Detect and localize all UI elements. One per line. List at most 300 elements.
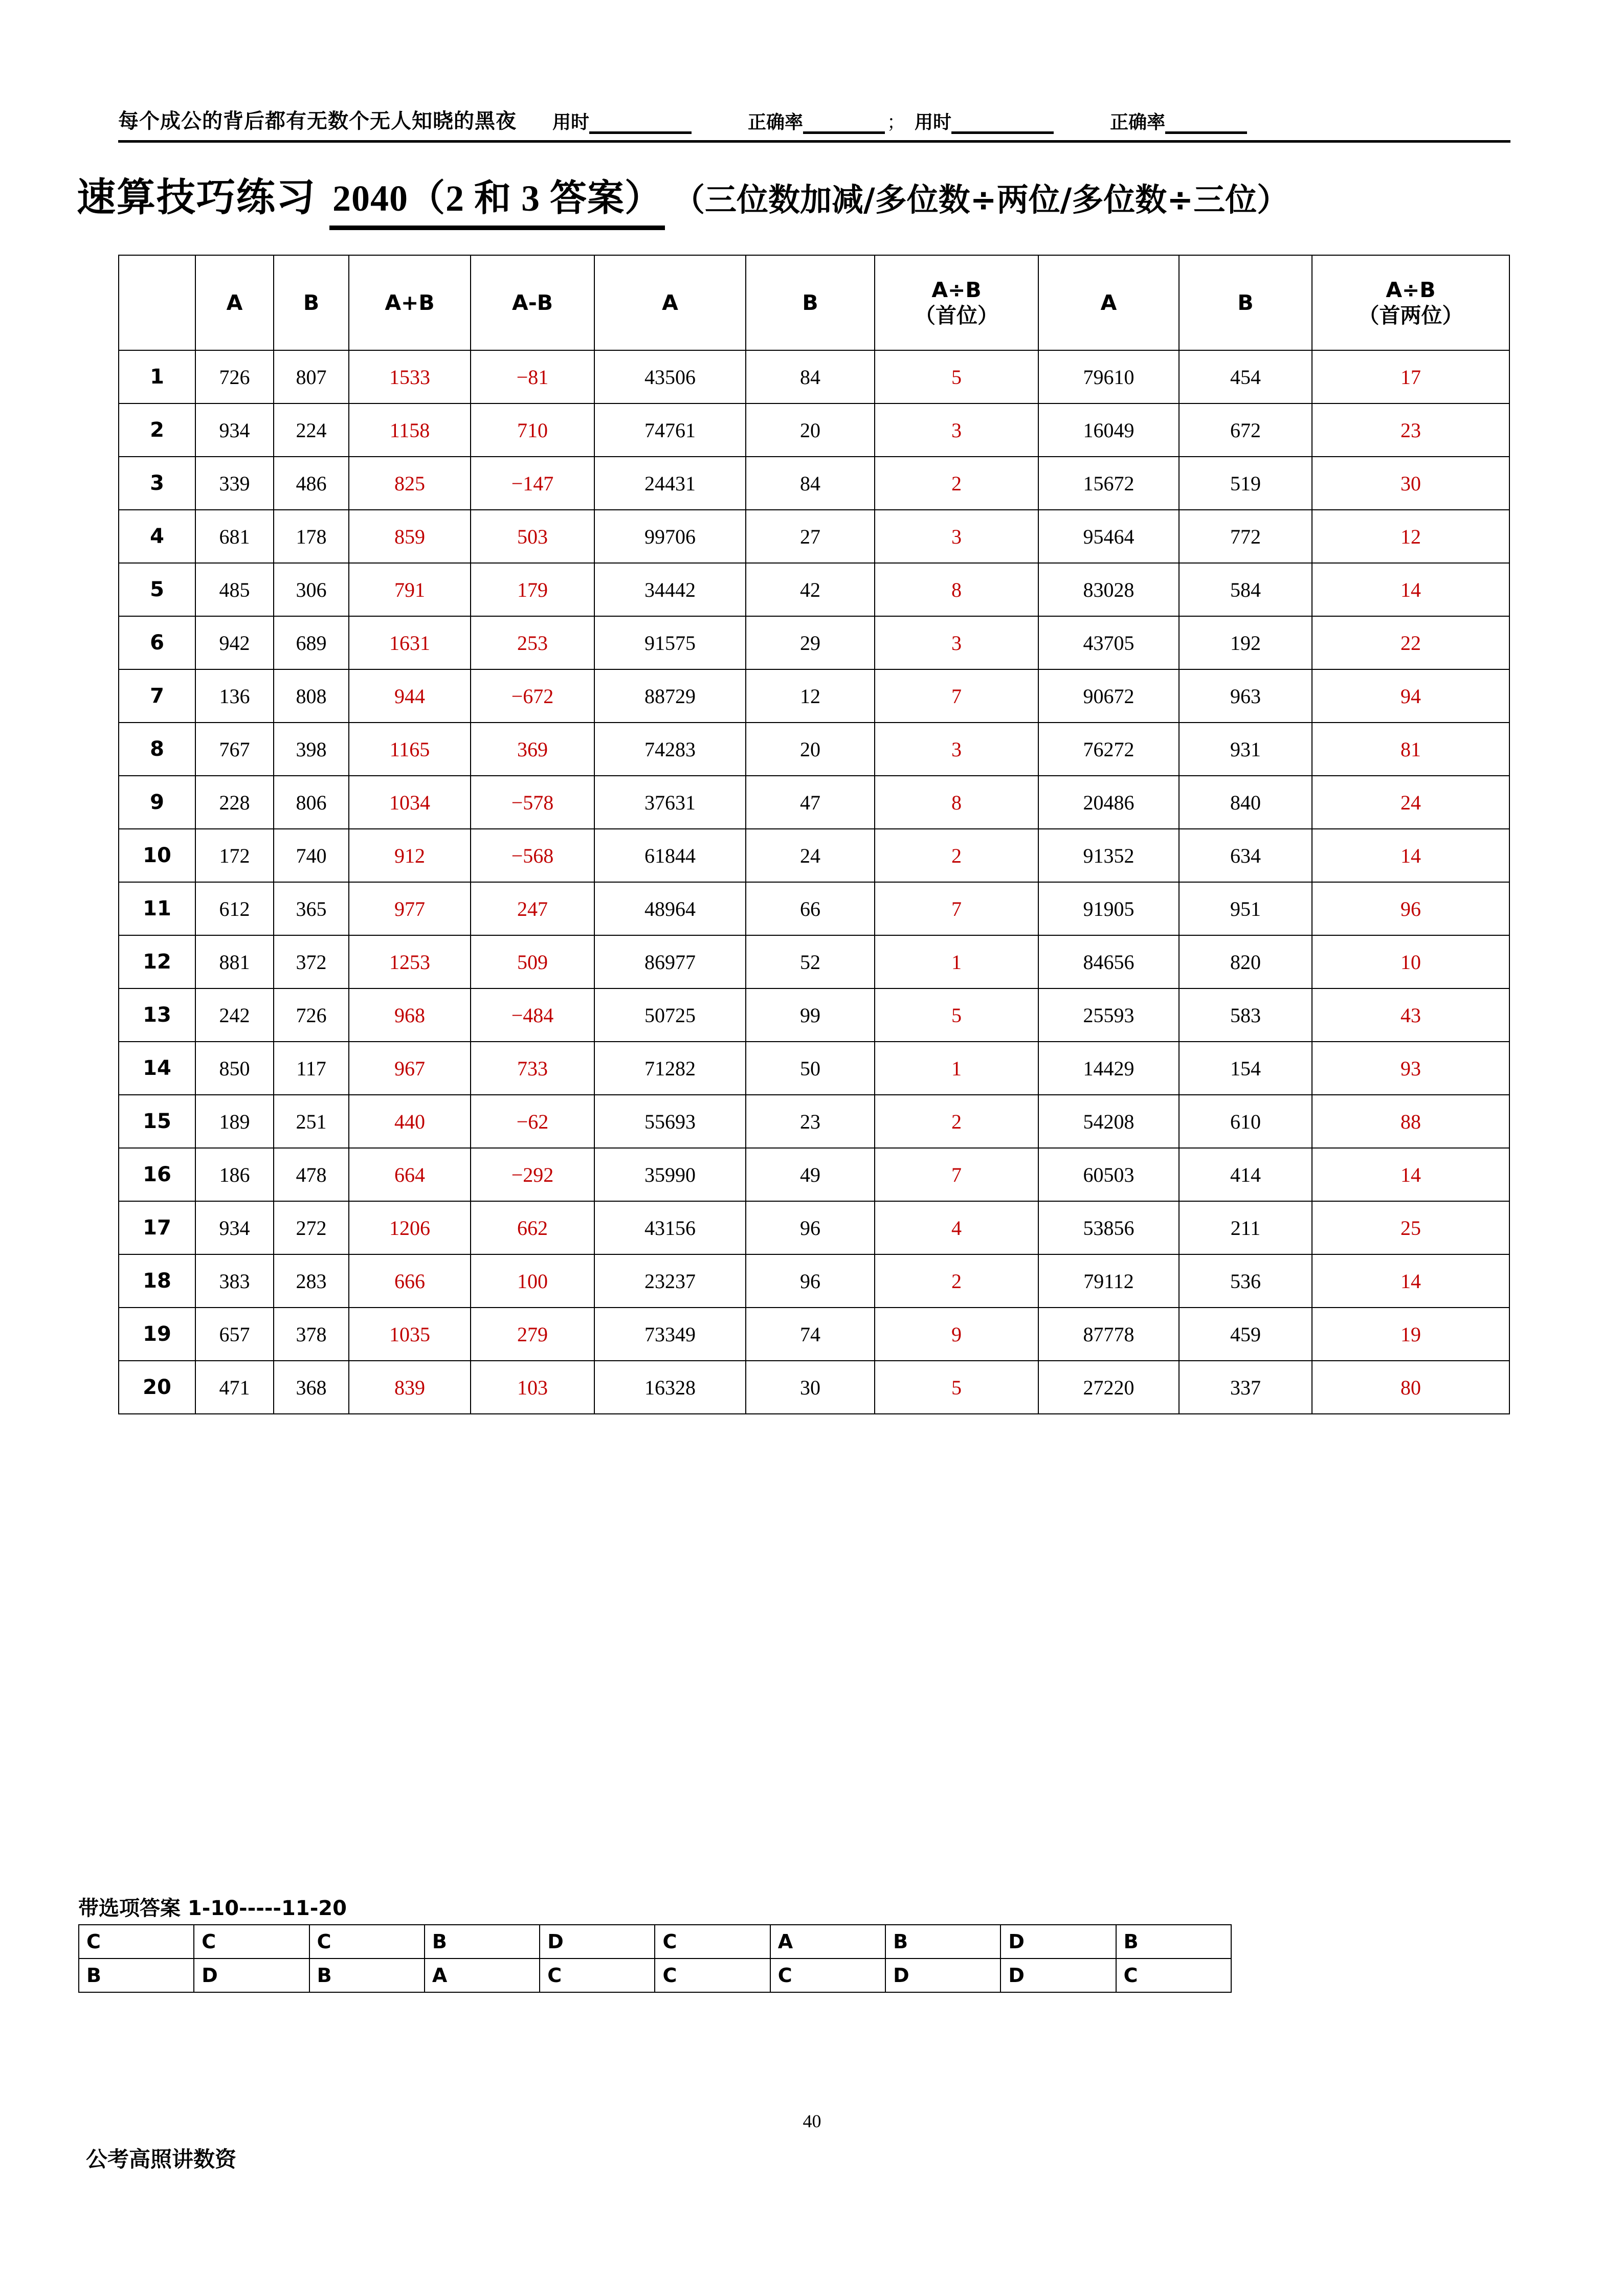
cell-quotient-first-two-digits-answer: 43 bbox=[1312, 988, 1509, 1042]
cell-a-dividend-3digit: 43705 bbox=[1038, 616, 1179, 669]
cell-b-divisor-2digit: 74 bbox=[746, 1308, 875, 1361]
cell-sum-answer: 1035 bbox=[349, 1308, 471, 1361]
option-answer-cell: C bbox=[79, 1925, 194, 1959]
row-index: 1 bbox=[119, 350, 195, 403]
cell-quotient-first-digit-answer: 8 bbox=[875, 776, 1038, 829]
cell-a-dividend-3digit: 53856 bbox=[1038, 1201, 1179, 1254]
cell-b-divisor-3digit: 454 bbox=[1179, 350, 1312, 403]
cell-b-addend: 378 bbox=[274, 1308, 349, 1361]
col-header-b1: B bbox=[274, 255, 349, 350]
row-index: 2 bbox=[119, 403, 195, 457]
cell-a-addend: 228 bbox=[195, 776, 274, 829]
option-answer-cell: A bbox=[425, 1959, 540, 1992]
cell-difference-answer: 279 bbox=[471, 1308, 594, 1361]
cell-quotient-first-digit-answer: 9 bbox=[875, 1308, 1038, 1361]
table-row bbox=[119, 350, 1509, 403]
cell-b-divisor-2digit: 96 bbox=[746, 1201, 875, 1254]
cell-quotient-first-digit-answer: 5 bbox=[875, 1361, 1038, 1414]
cell-sum-answer: 967 bbox=[349, 1042, 471, 1095]
cell-b-addend: 806 bbox=[274, 776, 349, 829]
cell-b-divisor-3digit: 192 bbox=[1179, 616, 1312, 669]
cell-difference-answer: 100 bbox=[471, 1254, 594, 1308]
cell-quotient-first-digit-answer: 5 bbox=[875, 350, 1038, 403]
cell-b-divisor-2digit: 20 bbox=[746, 723, 875, 776]
cell-quotient-first-digit-answer: 3 bbox=[875, 723, 1038, 776]
cell-a-dividend-3digit: 87778 bbox=[1038, 1308, 1179, 1361]
accuracy-label-1: 正确率 bbox=[748, 112, 804, 133]
accuracy-field-2 bbox=[1110, 108, 1247, 134]
cell-a-addend: 934 bbox=[195, 403, 274, 457]
cell-b-addend: 486 bbox=[274, 457, 349, 510]
cell-b-divisor-2digit: 24 bbox=[746, 829, 875, 882]
table-row bbox=[119, 616, 1509, 669]
cell-sum-answer: 944 bbox=[349, 669, 471, 723]
row-index: 16 bbox=[119, 1148, 195, 1201]
col-header-quotient-first-two-digits bbox=[1312, 255, 1509, 350]
cell-b-divisor-2digit: 96 bbox=[746, 1254, 875, 1308]
cell-a-addend: 136 bbox=[195, 669, 274, 723]
cell-b-addend: 283 bbox=[274, 1254, 349, 1308]
table-row bbox=[119, 457, 1509, 510]
cell-b-addend: 726 bbox=[274, 988, 349, 1042]
cell-a-dividend-3digit: 60503 bbox=[1038, 1148, 1179, 1201]
cell-b-divisor-3digit: 672 bbox=[1179, 403, 1312, 457]
row-index: 12 bbox=[119, 935, 195, 988]
row-index: 18 bbox=[119, 1254, 195, 1308]
cell-a-dividend-2digit: 73349 bbox=[594, 1308, 746, 1361]
cell-a-dividend-3digit: 16049 bbox=[1038, 403, 1179, 457]
table-row bbox=[119, 1308, 1509, 1361]
cell-b-addend: 117 bbox=[274, 1042, 349, 1095]
title-code: 2040（2 和 3 答案） bbox=[329, 168, 665, 230]
cell-sum-answer: 1631 bbox=[349, 616, 471, 669]
cell-quotient-first-digit-answer: 7 bbox=[875, 669, 1038, 723]
cell-b-divisor-2digit: 99 bbox=[746, 988, 875, 1042]
table-row bbox=[119, 1201, 1509, 1254]
cell-b-divisor-2digit: 27 bbox=[746, 510, 875, 563]
cell-b-addend: 740 bbox=[274, 829, 349, 882]
page-title bbox=[77, 166, 1288, 230]
cell-b-addend: 808 bbox=[274, 669, 349, 723]
row-index: 10 bbox=[119, 829, 195, 882]
cell-a-dividend-2digit: 99706 bbox=[594, 510, 746, 563]
cell-quotient-first-digit-answer: 3 bbox=[875, 403, 1038, 457]
cell-a-dividend-2digit: 55693 bbox=[594, 1095, 746, 1148]
cell-b-divisor-3digit: 459 bbox=[1179, 1308, 1312, 1361]
cell-b-addend: 372 bbox=[274, 935, 349, 988]
cell-a-dividend-2digit: 61844 bbox=[594, 829, 746, 882]
option-answer-cell: C bbox=[309, 1925, 425, 1959]
cell-quotient-first-two-digits-answer: 81 bbox=[1312, 723, 1509, 776]
cell-quotient-first-two-digits-answer: 94 bbox=[1312, 669, 1509, 723]
cell-a-dividend-2digit: 34442 bbox=[594, 563, 746, 616]
cell-b-divisor-3digit: 931 bbox=[1179, 723, 1312, 776]
cell-quotient-first-two-digits-answer: 12 bbox=[1312, 510, 1509, 563]
accuracy-label-2: 正确率 bbox=[1110, 112, 1166, 133]
cell-sum-answer: 912 bbox=[349, 829, 471, 882]
option-answer-cell: D bbox=[540, 1925, 655, 1959]
col-header-quotient-first-digit-line1: A÷B bbox=[931, 277, 982, 302]
cell-difference-answer: 247 bbox=[471, 882, 594, 935]
accuracy-field-1 bbox=[748, 108, 885, 134]
cell-sum-answer: 666 bbox=[349, 1254, 471, 1308]
cell-a-dividend-2digit: 43156 bbox=[594, 1201, 746, 1254]
cell-a-dividend-2digit: 16328 bbox=[594, 1361, 746, 1414]
accuracy-blank-2[interactable] bbox=[1165, 116, 1247, 134]
options-row bbox=[79, 1925, 1231, 1959]
cell-sum-answer: 440 bbox=[349, 1095, 471, 1148]
cell-b-divisor-3digit: 634 bbox=[1179, 829, 1312, 882]
cell-sum-answer: 1253 bbox=[349, 935, 471, 988]
col-header-a3: A bbox=[1038, 255, 1179, 350]
table-row bbox=[119, 776, 1509, 829]
cell-quotient-first-two-digits-answer: 30 bbox=[1312, 457, 1509, 510]
cell-quotient-first-two-digits-answer: 14 bbox=[1312, 1254, 1509, 1308]
cell-quotient-first-digit-answer: 2 bbox=[875, 457, 1038, 510]
table-row bbox=[119, 510, 1509, 563]
cell-a-addend: 850 bbox=[195, 1042, 274, 1095]
cell-difference-answer: 710 bbox=[471, 403, 594, 457]
table-row bbox=[119, 723, 1509, 776]
cell-a-addend: 726 bbox=[195, 350, 274, 403]
cell-a-dividend-3digit: 79112 bbox=[1038, 1254, 1179, 1308]
header-motto: 每个成公的背后都有无数个无人知晓的黑夜 bbox=[118, 109, 517, 133]
cell-sum-answer: 1206 bbox=[349, 1201, 471, 1254]
cell-a-addend: 485 bbox=[195, 563, 274, 616]
cell-a-dividend-3digit: 91905 bbox=[1038, 882, 1179, 935]
cell-a-dividend-3digit: 14429 bbox=[1038, 1042, 1179, 1095]
cell-a-dividend-2digit: 43506 bbox=[594, 350, 746, 403]
cell-quotient-first-digit-answer: 1 bbox=[875, 935, 1038, 988]
cell-a-dividend-3digit: 91352 bbox=[1038, 829, 1179, 882]
option-answer-cell: B bbox=[79, 1959, 194, 1992]
cell-quotient-first-digit-answer: 2 bbox=[875, 1095, 1038, 1148]
cell-a-addend: 242 bbox=[195, 988, 274, 1042]
col-header-quotient-first-two-digits-line2: （首两位） bbox=[1358, 303, 1463, 328]
option-answer-cell: A bbox=[770, 1925, 885, 1959]
cell-a-dividend-2digit: 24431 bbox=[594, 457, 746, 510]
time-blank-1[interactable] bbox=[589, 116, 692, 134]
col-header-sum: A+B bbox=[349, 255, 471, 350]
table-row bbox=[119, 403, 1509, 457]
cell-b-addend: 365 bbox=[274, 882, 349, 935]
cell-difference-answer: 179 bbox=[471, 563, 594, 616]
row-index: 13 bbox=[119, 988, 195, 1042]
table-row bbox=[119, 1254, 1509, 1308]
cell-quotient-first-two-digits-answer: 24 bbox=[1312, 776, 1509, 829]
time-label-2: 用时 bbox=[915, 112, 952, 133]
cell-b-divisor-2digit: 30 bbox=[746, 1361, 875, 1414]
time-field-2 bbox=[915, 108, 1054, 134]
time-label-1: 用时 bbox=[552, 112, 590, 133]
cell-sum-answer: 977 bbox=[349, 882, 471, 935]
cell-a-dividend-2digit: 74761 bbox=[594, 403, 746, 457]
cell-b-divisor-2digit: 84 bbox=[746, 350, 875, 403]
row-index: 7 bbox=[119, 669, 195, 723]
option-answer-cell: D bbox=[1000, 1959, 1116, 1992]
options-answer-table bbox=[78, 1924, 1232, 1993]
cell-b-divisor-3digit: 610 bbox=[1179, 1095, 1312, 1148]
cell-b-divisor-3digit: 584 bbox=[1179, 563, 1312, 616]
cell-difference-answer: −292 bbox=[471, 1148, 594, 1201]
cell-quotient-first-two-digits-answer: 14 bbox=[1312, 1148, 1509, 1201]
cell-b-addend: 689 bbox=[274, 616, 349, 669]
option-answer-cell: B bbox=[1116, 1925, 1231, 1959]
options-caption: 带选项答案 1-10-----11-20 bbox=[78, 1897, 347, 1920]
option-answer-cell: D bbox=[194, 1959, 309, 1992]
option-answer-cell: C bbox=[655, 1959, 770, 1992]
option-answer-cell: D bbox=[885, 1959, 1000, 1992]
col-header-b2: B bbox=[746, 255, 875, 350]
cell-a-dividend-3digit: 20486 bbox=[1038, 776, 1179, 829]
cell-a-dividend-3digit: 76272 bbox=[1038, 723, 1179, 776]
cell-difference-answer: −62 bbox=[471, 1095, 594, 1148]
col-header-quotient-first-digit bbox=[875, 255, 1038, 350]
cell-sum-answer: 968 bbox=[349, 988, 471, 1042]
cell-quotient-first-digit-answer: 7 bbox=[875, 1148, 1038, 1201]
cell-a-dividend-3digit: 54208 bbox=[1038, 1095, 1179, 1148]
cell-b-divisor-3digit: 211 bbox=[1179, 1201, 1312, 1254]
cell-a-dividend-2digit: 48964 bbox=[594, 882, 746, 935]
cell-a-addend: 881 bbox=[195, 935, 274, 988]
cell-b-addend: 224 bbox=[274, 403, 349, 457]
cell-b-divisor-2digit: 12 bbox=[746, 669, 875, 723]
options-answer-body bbox=[79, 1925, 1231, 1992]
cell-b-divisor-3digit: 536 bbox=[1179, 1254, 1312, 1308]
cell-a-dividend-3digit: 27220 bbox=[1038, 1361, 1179, 1414]
cell-difference-answer: 369 bbox=[471, 723, 594, 776]
cell-b-divisor-3digit: 951 bbox=[1179, 882, 1312, 935]
row-index: 15 bbox=[119, 1095, 195, 1148]
cell-b-divisor-2digit: 23 bbox=[746, 1095, 875, 1148]
cell-a-dividend-2digit: 50725 bbox=[594, 988, 746, 1042]
cell-b-divisor-2digit: 49 bbox=[746, 1148, 875, 1201]
cell-a-addend: 339 bbox=[195, 457, 274, 510]
table-row bbox=[119, 1095, 1509, 1148]
col-header-a2: A bbox=[594, 255, 746, 350]
cell-sum-answer: 1165 bbox=[349, 723, 471, 776]
table-row bbox=[119, 988, 1509, 1042]
cell-sum-answer: 791 bbox=[349, 563, 471, 616]
cell-sum-answer: 664 bbox=[349, 1148, 471, 1201]
cell-b-addend: 178 bbox=[274, 510, 349, 563]
col-header-diff: A-B bbox=[471, 255, 594, 350]
cell-difference-answer: −568 bbox=[471, 829, 594, 882]
cell-b-divisor-3digit: 154 bbox=[1179, 1042, 1312, 1095]
cell-b-addend: 272 bbox=[274, 1201, 349, 1254]
col-header-index bbox=[119, 255, 195, 350]
footer-brand: 公考高照讲数资 bbox=[86, 2147, 237, 2172]
time-blank-2[interactable] bbox=[951, 116, 1054, 134]
row-index: 19 bbox=[119, 1308, 195, 1361]
row-index: 14 bbox=[119, 1042, 195, 1095]
cell-difference-answer: 253 bbox=[471, 616, 594, 669]
row-index: 17 bbox=[119, 1201, 195, 1254]
cell-difference-answer: −578 bbox=[471, 776, 594, 829]
options-row bbox=[79, 1959, 1231, 1992]
cell-a-addend: 934 bbox=[195, 1201, 274, 1254]
cell-a-dividend-2digit: 71282 bbox=[594, 1042, 746, 1095]
cell-b-divisor-2digit: 84 bbox=[746, 457, 875, 510]
page-number: 40 bbox=[803, 2111, 821, 2131]
cell-b-divisor-3digit: 772 bbox=[1179, 510, 1312, 563]
cell-a-addend: 186 bbox=[195, 1148, 274, 1201]
cell-b-divisor-2digit: 42 bbox=[746, 563, 875, 616]
cell-a-addend: 767 bbox=[195, 723, 274, 776]
row-index: 9 bbox=[119, 776, 195, 829]
cell-sum-answer: 825 bbox=[349, 457, 471, 510]
cell-quotient-first-digit-answer: 2 bbox=[875, 829, 1038, 882]
cell-sum-answer: 839 bbox=[349, 1361, 471, 1414]
cell-a-dividend-2digit: 35990 bbox=[594, 1148, 746, 1201]
title-subtitle: （三位数加减/多位数÷两位/多位数÷三位） bbox=[673, 181, 1289, 218]
cell-a-addend: 942 bbox=[195, 616, 274, 669]
col-header-quotient-first-digit-line2: （首位） bbox=[915, 303, 998, 328]
cell-difference-answer: 733 bbox=[471, 1042, 594, 1095]
row-index: 5 bbox=[119, 563, 195, 616]
cell-quotient-first-two-digits-answer: 22 bbox=[1312, 616, 1509, 669]
cell-quotient-first-digit-answer: 3 bbox=[875, 616, 1038, 669]
cell-difference-answer: 662 bbox=[471, 1201, 594, 1254]
cell-b-addend: 807 bbox=[274, 350, 349, 403]
cell-quotient-first-digit-answer: 5 bbox=[875, 988, 1038, 1042]
cell-quotient-first-digit-answer: 3 bbox=[875, 510, 1038, 563]
row-index: 4 bbox=[119, 510, 195, 563]
option-answer-cell: B bbox=[885, 1925, 1000, 1959]
cell-b-divisor-2digit: 52 bbox=[746, 935, 875, 988]
cell-quotient-first-two-digits-answer: 19 bbox=[1312, 1308, 1509, 1361]
option-answer-cell: C bbox=[1116, 1959, 1231, 1992]
cell-a-dividend-3digit: 95464 bbox=[1038, 510, 1179, 563]
cell-a-dividend-3digit: 79610 bbox=[1038, 350, 1179, 403]
cell-quotient-first-two-digits-answer: 17 bbox=[1312, 350, 1509, 403]
cell-sum-answer: 1158 bbox=[349, 403, 471, 457]
table-row bbox=[119, 563, 1509, 616]
cell-a-dividend-3digit: 84656 bbox=[1038, 935, 1179, 988]
table-row bbox=[119, 935, 1509, 988]
cell-quotient-first-two-digits-answer: 23 bbox=[1312, 403, 1509, 457]
table-header-row bbox=[119, 255, 1509, 350]
col-header-quotient-first-two-digits-line1: A÷B bbox=[1386, 277, 1436, 302]
cell-a-addend: 657 bbox=[195, 1308, 274, 1361]
row-index: 3 bbox=[119, 457, 195, 510]
cell-a-dividend-3digit: 90672 bbox=[1038, 669, 1179, 723]
cell-a-dividend-2digit: 88729 bbox=[594, 669, 746, 723]
cell-b-divisor-3digit: 963 bbox=[1179, 669, 1312, 723]
option-answer-cell: D bbox=[1000, 1925, 1116, 1959]
cell-b-divisor-2digit: 50 bbox=[746, 1042, 875, 1095]
row-index: 11 bbox=[119, 882, 195, 935]
cell-a-dividend-3digit: 83028 bbox=[1038, 563, 1179, 616]
cell-difference-answer: −147 bbox=[471, 457, 594, 510]
table-row bbox=[119, 1148, 1509, 1201]
cell-b-divisor-3digit: 583 bbox=[1179, 988, 1312, 1042]
cell-b-divisor-3digit: 414 bbox=[1179, 1148, 1312, 1201]
cell-difference-answer: −484 bbox=[471, 988, 594, 1042]
header-separator: ； bbox=[887, 112, 906, 132]
col-header-b3: B bbox=[1179, 255, 1312, 350]
cell-a-addend: 172 bbox=[195, 829, 274, 882]
col-header-a1: A bbox=[195, 255, 274, 350]
cell-quotient-first-digit-answer: 1 bbox=[875, 1042, 1038, 1095]
cell-difference-answer: 103 bbox=[471, 1361, 594, 1414]
table-row bbox=[119, 669, 1509, 723]
cell-quotient-first-two-digits-answer: 88 bbox=[1312, 1095, 1509, 1148]
cell-a-addend: 189 bbox=[195, 1095, 274, 1148]
option-answer-cell: B bbox=[425, 1925, 540, 1959]
cell-b-divisor-2digit: 47 bbox=[746, 776, 875, 829]
cell-a-dividend-3digit: 25593 bbox=[1038, 988, 1179, 1042]
cell-quotient-first-two-digits-answer: 10 bbox=[1312, 935, 1509, 988]
cell-b-divisor-3digit: 840 bbox=[1179, 776, 1312, 829]
cell-b-addend: 478 bbox=[274, 1148, 349, 1201]
cell-difference-answer: 503 bbox=[471, 510, 594, 563]
table-row bbox=[119, 1361, 1509, 1414]
option-answer-cell: C bbox=[540, 1959, 655, 1992]
running-header bbox=[118, 105, 1510, 143]
cell-a-addend: 681 bbox=[195, 510, 274, 563]
cell-quotient-first-digit-answer: 4 bbox=[875, 1201, 1038, 1254]
table-row bbox=[119, 1042, 1509, 1095]
cell-sum-answer: 859 bbox=[349, 510, 471, 563]
cell-b-addend: 398 bbox=[274, 723, 349, 776]
accuracy-blank-1[interactable] bbox=[803, 116, 885, 134]
cell-a-dividend-2digit: 37631 bbox=[594, 776, 746, 829]
cell-quotient-first-two-digits-answer: 93 bbox=[1312, 1042, 1509, 1095]
cell-a-addend: 612 bbox=[195, 882, 274, 935]
cell-difference-answer: 509 bbox=[471, 935, 594, 988]
cell-a-dividend-2digit: 91575 bbox=[594, 616, 746, 669]
cell-sum-answer: 1533 bbox=[349, 350, 471, 403]
row-index: 6 bbox=[119, 616, 195, 669]
table-row bbox=[119, 882, 1509, 935]
cell-quotient-first-digit-answer: 8 bbox=[875, 563, 1038, 616]
option-answer-cell: C bbox=[770, 1959, 885, 1992]
row-index: 20 bbox=[119, 1361, 195, 1414]
cell-b-divisor-2digit: 29 bbox=[746, 616, 875, 669]
cell-quotient-first-two-digits-answer: 96 bbox=[1312, 882, 1509, 935]
option-answer-cell: C bbox=[194, 1925, 309, 1959]
cell-quotient-first-two-digits-answer: 80 bbox=[1312, 1361, 1509, 1414]
cell-b-divisor-3digit: 820 bbox=[1179, 935, 1312, 988]
calculation-table bbox=[118, 255, 1510, 1414]
cell-quotient-first-digit-answer: 2 bbox=[875, 1254, 1038, 1308]
cell-b-divisor-3digit: 519 bbox=[1179, 457, 1312, 510]
option-answer-cell: C bbox=[655, 1925, 770, 1959]
time-field-1 bbox=[552, 108, 692, 134]
option-answer-cell: B bbox=[309, 1959, 425, 1992]
cell-b-addend: 368 bbox=[274, 1361, 349, 1414]
row-index: 8 bbox=[119, 723, 195, 776]
cell-quotient-first-digit-answer: 7 bbox=[875, 882, 1038, 935]
cell-a-dividend-3digit: 15672 bbox=[1038, 457, 1179, 510]
table-row bbox=[119, 829, 1509, 882]
calculation-table-body bbox=[119, 350, 1509, 1414]
cell-difference-answer: −672 bbox=[471, 669, 594, 723]
cell-quotient-first-two-digits-answer: 14 bbox=[1312, 563, 1509, 616]
cell-a-addend: 383 bbox=[195, 1254, 274, 1308]
cell-sum-answer: 1034 bbox=[349, 776, 471, 829]
cell-b-divisor-2digit: 20 bbox=[746, 403, 875, 457]
cell-b-divisor-3digit: 337 bbox=[1179, 1361, 1312, 1414]
cell-a-dividend-2digit: 86977 bbox=[594, 935, 746, 988]
cell-difference-answer: −81 bbox=[471, 350, 594, 403]
cell-b-divisor-2digit: 66 bbox=[746, 882, 875, 935]
cell-b-addend: 251 bbox=[274, 1095, 349, 1148]
cell-a-dividend-2digit: 74283 bbox=[594, 723, 746, 776]
cell-b-addend: 306 bbox=[274, 563, 349, 616]
title-main: 速算技巧练习 bbox=[77, 174, 316, 220]
